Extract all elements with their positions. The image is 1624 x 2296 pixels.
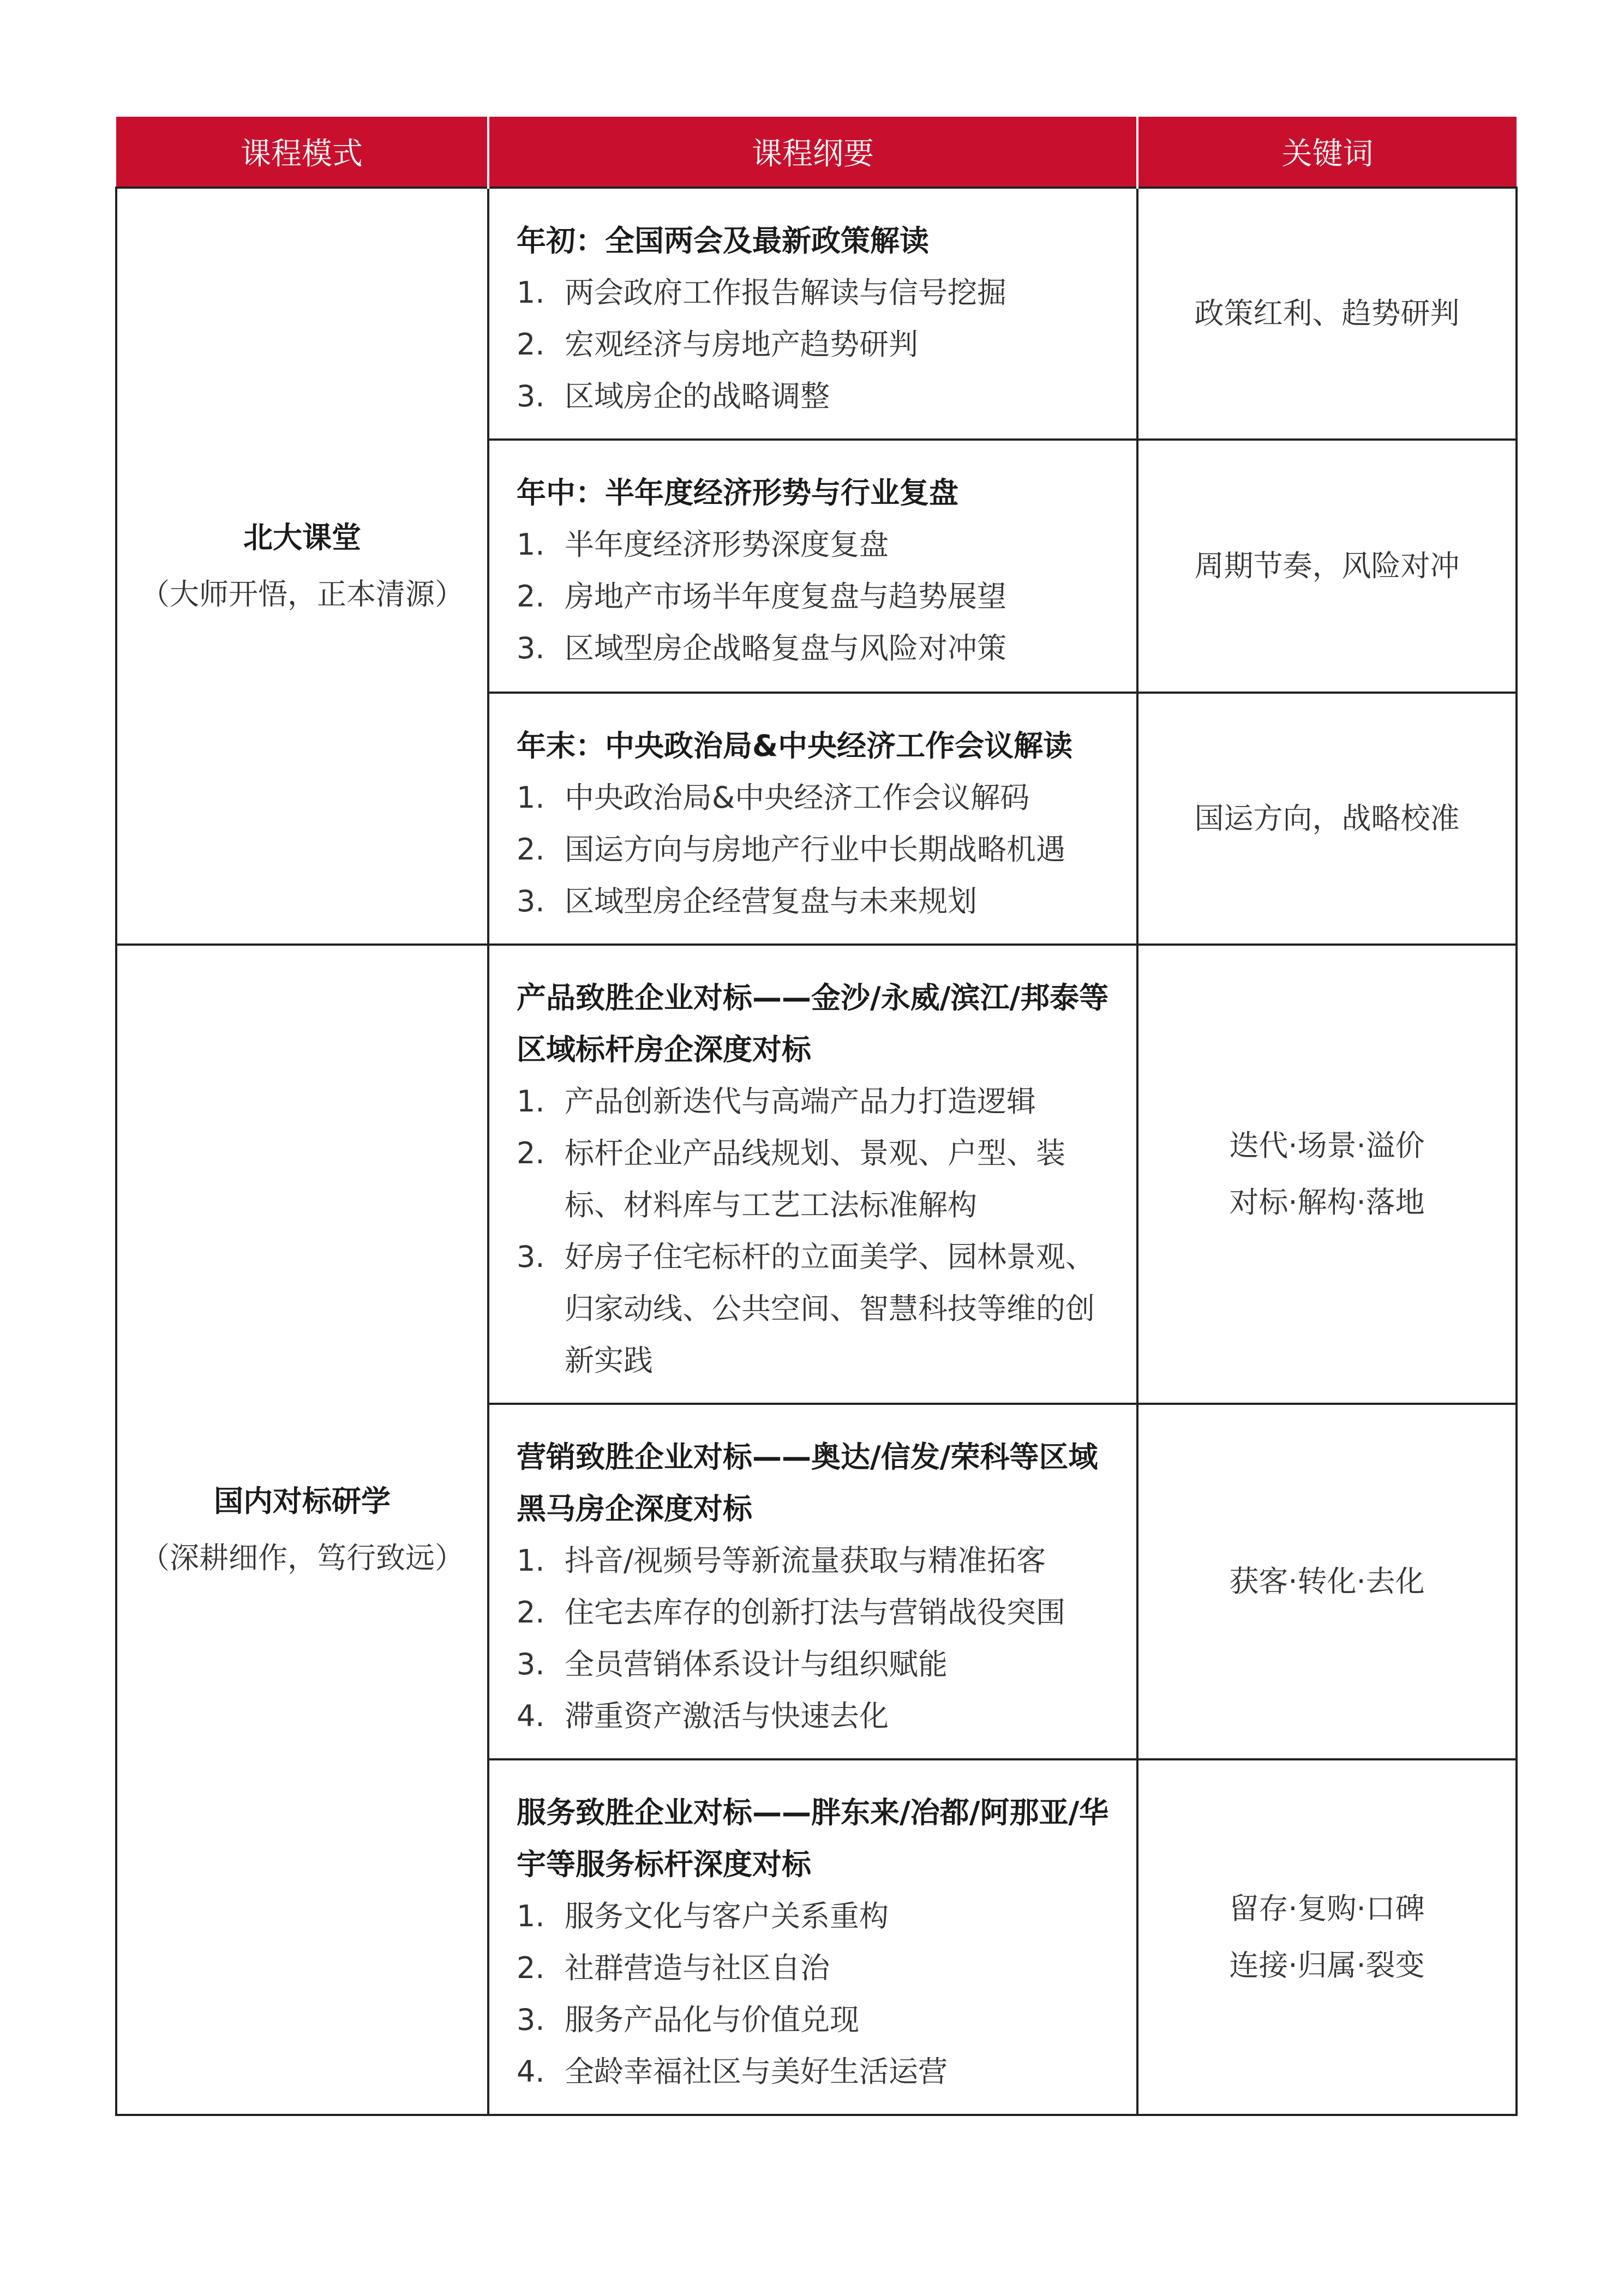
item-number: 1. <box>517 780 545 815</box>
outline-cell <box>488 693 1137 945</box>
outline-title: 产品致胜企业对标——金沙/永威/滨江/邦泰等区域标杆房企深度对标 <box>517 981 1109 1067</box>
outline-title: 年中：半年度经济形势与行业复盘 <box>517 476 958 510</box>
outline-title: 年末：中央政治局&中央经济工作会议解读 <box>517 729 1073 763</box>
item-text: 宏观经济与房地产趋势研判 <box>565 327 918 362</box>
mode-name: 北大课堂 <box>243 520 361 555</box>
list-item <box>517 1942 1120 1994</box>
item-text: 住宅去库存的创新打法与营销战役突围 <box>565 1595 1065 1630</box>
outline-cell <box>488 1404 1137 1759</box>
list-item <box>517 824 1120 875</box>
list-item <box>517 519 1120 570</box>
keywords-cell <box>1137 440 1517 693</box>
item-number: 2. <box>517 1951 545 1985</box>
item-text: 产品创新迭代与高端产品力打造逻辑 <box>565 1084 1036 1119</box>
item-number: 3. <box>517 1240 545 1274</box>
item-text: 全员营销体系设计与组织赋能 <box>565 1647 948 1681</box>
keyword-line: 连接·归属·裂变 <box>1229 1948 1425 1982</box>
keyword-line: 政策红利、趋势研判 <box>1194 296 1460 330</box>
item-number: 1. <box>517 275 545 310</box>
table-row <box>116 945 1517 1404</box>
mode-name: 国内对标研学 <box>214 1484 391 1518</box>
keyword-line: 获客·转化·去化 <box>1229 1564 1425 1598</box>
outline-cell <box>488 188 1137 440</box>
list-item <box>517 1535 1120 1586</box>
mode-cell <box>116 188 488 945</box>
list-item <box>517 318 1120 370</box>
item-number: 1. <box>517 1543 545 1578</box>
keyword-line: 对标·解构·落地 <box>1229 1185 1425 1219</box>
outline-title: 年初：全国两会及最新政策解读 <box>517 224 929 258</box>
item-number: 1. <box>517 1899 545 1933</box>
item-number: 4. <box>517 1699 545 1733</box>
mode-subtitle: （大师开悟，正本清源） <box>140 577 464 611</box>
item-text: 区域型房企经营复盘与未来规划 <box>565 884 977 918</box>
item-number: 3. <box>517 631 545 665</box>
item-number: 1. <box>517 527 545 562</box>
item-text: 服务产品化与价值兑现 <box>565 2003 859 2037</box>
keyword-line: 迭代·场景·溢价 <box>1229 1128 1425 1163</box>
item-text: 房地产市场半年度复盘与趋势展望 <box>565 579 1006 614</box>
keyword-line: 留存·复购·口碑 <box>1229 1891 1425 1926</box>
item-number: 3. <box>517 884 545 918</box>
list-item <box>517 267 1120 318</box>
item-text: 标杆企业产品线规划、景观、户型、装标、材料库与工艺工法标准解构 <box>565 1136 1065 1222</box>
keywords-cell <box>1137 693 1517 945</box>
item-number: 3. <box>517 2003 545 2037</box>
item-number: 2. <box>517 1595 545 1630</box>
item-text: 滞重资产激活与快速去化 <box>565 1699 889 1733</box>
list-item <box>517 772 1120 824</box>
item-number: 2. <box>517 327 545 362</box>
item-text: 国运方向与房地产行业中长期战略机遇 <box>565 832 1065 867</box>
outline-cell <box>488 945 1137 1404</box>
keywords-cell <box>1137 188 1517 440</box>
list-item <box>517 1638 1120 1690</box>
item-number: 3. <box>517 379 545 413</box>
item-number: 2. <box>517 832 545 867</box>
header-course-mode: 课程模式 <box>116 117 488 188</box>
item-text: 半年度经济形势深度复盘 <box>565 527 889 562</box>
item-text: 抖音/视频号等新流量获取与精准拓客 <box>565 1543 1046 1578</box>
keyword-line: 国运方向，战略校准 <box>1194 801 1460 836</box>
list-item <box>517 1994 1120 2046</box>
mode-subtitle: （深耕细作，笃行致远） <box>140 1541 464 1575</box>
item-text: 两会政府工作报告解读与信号挖掘 <box>565 275 1006 310</box>
list-item <box>517 1231 1120 1386</box>
list-item <box>517 370 1120 422</box>
header-row <box>116 117 1517 188</box>
list-item <box>517 622 1120 674</box>
list-item <box>517 2046 1120 2097</box>
list-item <box>517 570 1120 622</box>
item-number: 2. <box>517 579 545 614</box>
header-course-outline: 课程纲要 <box>488 117 1137 188</box>
keywords-cell <box>1137 1404 1517 1759</box>
item-text: 区域型房企战略复盘与风险对冲策 <box>565 631 1006 665</box>
outline-title: 营销致胜企业对标——奥达/信发/荣科等区域黑马房企深度对标 <box>517 1440 1098 1526</box>
list-item <box>517 1075 1120 1127</box>
keywords-cell <box>1137 1759 1517 2115</box>
list-item <box>517 1586 1120 1638</box>
item-number: 3. <box>517 1647 545 1681</box>
item-text: 区域房企的战略调整 <box>565 379 830 413</box>
item-text: 中央政治局&中央经济工作会议解码 <box>565 780 1030 815</box>
item-text: 服务文化与客户关系重构 <box>565 1899 889 1933</box>
keyword-line: 周期节奏，风险对冲 <box>1194 549 1460 583</box>
item-text: 全龄幸福社区与美好生活运营 <box>565 2054 948 2089</box>
keywords-cell <box>1137 945 1517 1404</box>
item-number: 4. <box>517 2054 545 2089</box>
list-item <box>517 1890 1120 1942</box>
list-item <box>517 1690 1120 1742</box>
list-item <box>517 875 1120 927</box>
mode-cell <box>116 945 488 2115</box>
item-number: 1. <box>517 1084 545 1119</box>
outline-title: 服务致胜企业对标——胖东来/冶都/阿那亚/华宇等服务标杆深度对标 <box>517 1795 1109 1882</box>
outline-cell <box>488 440 1137 693</box>
item-text: 好房子住宅标杆的立面美学、园林景观、归家动线、公共空间、智慧科技等维的创新实践 <box>565 1240 1095 1378</box>
list-item <box>517 1127 1120 1231</box>
header-keywords: 关键词 <box>1137 117 1517 188</box>
outline-cell <box>488 1759 1137 2115</box>
course-table <box>115 117 1518 2116</box>
table-row <box>116 188 1517 440</box>
item-text: 社群营造与社区自治 <box>565 1951 830 1985</box>
item-number: 2. <box>517 1136 545 1170</box>
